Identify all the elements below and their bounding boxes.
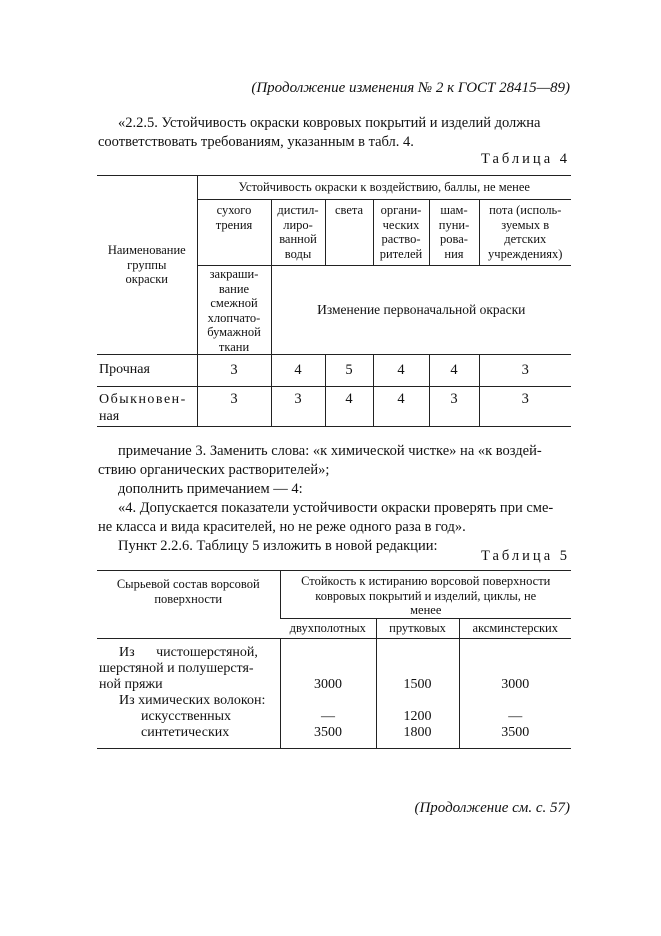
table-cell: 3 (429, 387, 479, 427)
table-cell: 4 (271, 355, 325, 387)
table5-caption: Таблица 5 (480, 548, 570, 564)
notes-line: «4. Допускается показатели устойчивости окраски проверять при сме- (118, 500, 554, 516)
table-cell: 3 (271, 387, 325, 427)
table5-first-header: Сырьевой состав ворсовой поверхности (97, 571, 280, 639)
table5-col-two-ply: двухполотных (280, 618, 376, 638)
table-row (97, 638, 571, 748)
table-cell: 4 (373, 355, 429, 387)
table5-col-wire: прутковых (376, 618, 459, 638)
table4-caption: Таблица 4 (480, 151, 570, 167)
table-row (97, 355, 571, 387)
table-cell: 4 (373, 387, 429, 427)
intro-paragraph (98, 114, 570, 152)
table-cell: 3 (479, 387, 571, 427)
intro-line-2: соответствовать требованиям, указанным в табл. 4. (98, 134, 414, 150)
table-5 (97, 570, 571, 749)
table5-values-wire: 1500 1200 1800 (376, 638, 459, 748)
notes-line: не класса и вида красителей, но не реже одного раза в год». (98, 519, 466, 535)
table4-col-distilled-water: дистил- лиро- ванной воды (271, 200, 325, 266)
notes-line: примечание 3. Заменить слова: «к химической чистке» на «к воздей- (118, 443, 542, 459)
table5-col-axminster: аксминстерских (459, 618, 571, 638)
table4-col-light: света (325, 200, 373, 266)
table-cell: 3 (197, 387, 271, 427)
page-header: (Продолжение изменения № 2 к ГОСТ 28415—89) (251, 80, 570, 96)
table4-col-sweat: пота (исполь- зуемых в детских учреждениях) (479, 200, 571, 266)
intro-line-1: «2.2.5. Устойчивость окраски ковровых покрытий и изделий должна (118, 115, 541, 131)
table4-staining-header: закраши- вание смежной хлопчато- бумажной ткани (197, 266, 271, 355)
table-4 (97, 175, 571, 427)
table5-values-axminster: 3000 — 3500 (459, 638, 571, 748)
table-cell: 4 (325, 387, 373, 427)
table4-col-shampoo: шам- пуни- рова- ния (429, 200, 479, 266)
table-cell: 4 (429, 355, 479, 387)
table-cell: 3 (197, 355, 271, 387)
table-row (97, 387, 571, 427)
notes-paragraph (98, 442, 570, 556)
table-cell: 3 (479, 355, 571, 387)
notes-line: дополнить примечанием — 4: (118, 481, 303, 497)
table5-body-text: Из чистошерстяной, шерстяной и полушерстя- ной пряжи Из химических волокон: искусственных синтетических (99, 644, 266, 740)
page-footer: (Продолжение см. с. 57) (414, 800, 570, 816)
table4-span-header: Устойчивость окраски к воздействию, баллы, не менее (197, 176, 571, 200)
row-label: Прочная (97, 355, 197, 387)
table5-values-two-ply: 3000 — 3500 (280, 638, 376, 748)
notes-line: ствию органических растворителей»; (98, 462, 330, 478)
table4-group-header: Наименование группы окраски (97, 176, 197, 355)
table4-change-header: Изменение первоначальной окраски (271, 266, 571, 355)
table4-col-dry-rubbing: сухого трения (197, 200, 271, 266)
row-label: Обыкновен- ная (97, 387, 197, 427)
table-cell: 5 (325, 355, 373, 387)
table4-col-solvents: органи- ческих раство- рителей (373, 200, 429, 266)
table5-span-header: Стойкость к истиранию ворсовой поверхности ковровых покрытий и изделий, циклы, не менее (280, 571, 571, 619)
notes-line: Пункт 2.2.6. Таблицу 5 изложить в новой редакции: (118, 538, 438, 554)
